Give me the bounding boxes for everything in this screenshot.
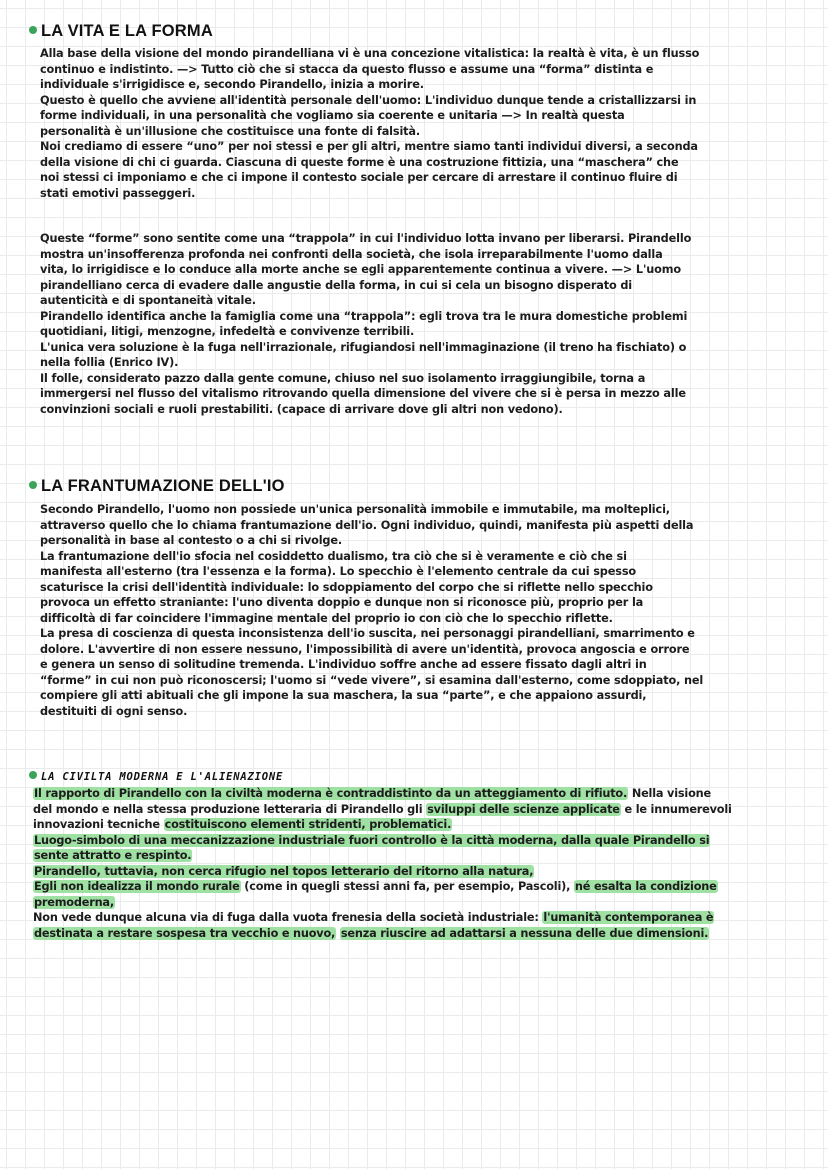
text-line — [33, 848, 793, 864]
text-line: Secondo Pirandello, l'uomo non possiede un'unica personalità immobile e immutabile, ma molteplici, — [40, 503, 670, 516]
text-segment: del mondo e nella stessa produzione letteraria di Pirandello gli — [33, 802, 427, 816]
text-line: Pirandello identifica anche la famiglia come una “trappola”: egli trova tra le mura domestiche problemi — [40, 309, 688, 323]
text-line: Questo è quello che avviene all'identità personale dell'uomo: L'individuo dunque tende a cristallizzarsi in — [40, 93, 697, 107]
text-line — [33, 786, 793, 802]
text-line: provoca un effetto straniante: l'uno diventa doppio e dunque non si riconosce più, proprio per la — [40, 596, 644, 609]
text-line: continuo e indistinto. —> Tutto ciò che si stacca da questo flusso e assume una “forma” distinta e — [40, 62, 654, 76]
text-line: Noi crediamo di essere “uno” per noi stessi e per gli altri, mentre siamo tanti individui diversi, a seconda — [40, 140, 698, 153]
highlighted-text: Luogo-simbolo di una meccanizzazione industriale fuori controllo è la città moderna, dalla quale Pirandello si — [34, 833, 710, 847]
highlighted-text: costituiscono elementi stridenti, problematici. — [164, 818, 452, 831]
heading-text: LA FRANTUMAZIONE DELL'IO — [41, 477, 285, 495]
text-line — [33, 910, 793, 926]
text-line: L'unica vera soluzione è la fuga nell'irrazionale, rifugiandosi nell'immaginazione (il treno ha fischiato) o — [40, 340, 687, 354]
text-line: quotidiani, litigi, menzogne, infedeltà e convivenze terribili. — [40, 325, 415, 338]
text-line: convinzioni sociali e ruoli prestabiliti. (capace di arrivare dove gli altri non vedono). — [40, 402, 563, 416]
highlighted-text: Egli non idealizza il mondo rurale — [34, 880, 240, 893]
heading-text: LA CIVILTA MODERNA E L'ALIENAZIONE — [41, 771, 284, 783]
text-segment: Non vede dunque alcuna via di fuga dalla vuota frenesia della società industriale: — [33, 911, 543, 924]
bullet-dot-icon — [29, 481, 37, 489]
paragraph-vita-forma-2 — [40, 231, 800, 417]
text-segment: e le innumerevoli — [620, 802, 732, 816]
highlighted-text: sviluppi delle scienze applicate — [427, 802, 620, 816]
text-line — [33, 879, 793, 895]
text-line: personalità in base al contesto o a chi si rivolge. — [40, 534, 343, 547]
text-line: pirandelliano cerca di evadere dalle angustie della forma, in cui si cela un bisogno disperato di — [40, 278, 633, 292]
text-line — [33, 802, 793, 818]
paragraph-civilta-moderna — [33, 786, 793, 941]
paragraph-frantumazione — [40, 502, 800, 719]
highlighted-text: destinata a restare sospesa tra vecchio e nuovo, — [34, 926, 336, 940]
text-line — [33, 895, 793, 911]
bullet-dot-icon — [29, 771, 37, 779]
text-line: individuale s'irrigidisce e, secondo Pirandello, inizia a morire. — [40, 78, 424, 91]
paragraph-vita-forma-1 — [40, 46, 800, 201]
text-line — [33, 926, 793, 942]
text-line: immergersi nel flusso del vitalismo ritrovando quella dimensione del vivere che si è persa in mezzo alle — [40, 387, 686, 400]
section-heading-vita-forma — [29, 22, 213, 41]
section-heading-civilta-moderna — [29, 771, 283, 783]
text-line: stati emotivi passeggeri. — [40, 186, 196, 200]
text-line: autenticità e di spontaneità vitale. — [40, 294, 256, 307]
text-line: Il folle, considerato pazzo dalla gente comune, chiuso nel suo isolamento irraggiungibile, torna a — [40, 371, 646, 385]
text-line: nella follia (Enrico IV). — [40, 356, 179, 369]
text-line — [33, 833, 793, 849]
text-line: manifesta all'esterno (tra l'essenza e la forma). Lo specchio è l'elemento centrale da cui spesso — [40, 565, 637, 578]
text-segment: (come in quegli stessi anni fa, per esempio, Pascoli), — [240, 880, 574, 893]
text-line: della visione di chi ci guarda. Ciascuna di queste forme è una costruzione fittizia, una “maschera” che — [40, 155, 679, 169]
text-line: personalità è un'illusione che costituisce una fonte di falsità. — [40, 124, 421, 138]
text-line: “forme” in cui non può riconoscersi; l'uomo si “vede vivere”, si esamina dall'esterno, come sdoppiato, nel — [40, 673, 704, 687]
text-line: La frantumazione dell'io sfocia nel cosiddetto dualismo, tra ciò che si è veramente e ciò che si — [40, 549, 627, 563]
highlighted-text: Pirandello, tuttavia, non cerca rifugio nel topos letterario del ritorno alla natura, — [34, 864, 534, 878]
text-line: destituiti di ogni senso. — [40, 704, 188, 718]
text-line: noi stessi ci imponiamo e che ci impone il contesto sociale per cercare di arrestare il continuo fluire di — [40, 171, 678, 184]
text-line: Queste “forme” sono sentite come una “trappola” in cui l'individuo lotta invano per liberarsi. Pirandello — [40, 232, 692, 245]
text-line: La presa di coscienza di questa inconsistenza dell'io suscita, nei personaggi pirandelliani, smarrimento e — [40, 627, 695, 640]
bullet-dot-icon — [29, 26, 37, 34]
highlighted-text: premoderna, — [34, 895, 114, 909]
highlighted-text: l'umanità contemporanea è — [543, 911, 714, 924]
text-line — [33, 817, 793, 833]
text-line: dolore. L'avvertire di non essere nessuno, l'impossibilità di avere un'identità, provoca angoscia e orrore — [40, 642, 690, 656]
highlighted-text: né esalta la condizione — [574, 880, 717, 893]
text-segment: innovazioni tecniche — [33, 818, 164, 831]
text-line: mostra un'insofferenza profonda nei confronti della società, che isola irreparabilmente l'uomo dalla — [40, 247, 663, 261]
highlighted-text: Il rapporto di Pirandello con la civiltà moderna è contraddistinto da un atteggiamento di rifiuto. — [34, 787, 628, 800]
heading-text: LA VITA E LA FORMA — [41, 22, 213, 40]
text-line: scaturisce la crisi dell'identità individuale: lo sdoppiamento del corpo che si riflette nello specchio — [40, 580, 653, 594]
text-line: compiere gli atti abituali che gli impone la sua maschera, la sua “parte”, e che appaiono assurdi, — [40, 689, 647, 702]
text-line: Alla base della visione del mondo pirandelliana vi è una concezione vitalistica: la realtà è vita, è un flusso — [40, 47, 700, 60]
text-line: attraverso quello che lo chiama frantumazione dell'io. Ogni individuo, quindi, manifesta più aspetti della — [40, 518, 694, 532]
text-line — [33, 864, 793, 880]
section-heading-frantumazione — [29, 477, 285, 496]
text-line: forme individuali, in una personalità che vogliamo sia coerente e unitaria —> In realtà questa — [40, 109, 625, 122]
text-line: vita, lo irrigidisce e lo conduce alla morte anche se egli apparentemente continua a vivere. —> L'uomo — [40, 263, 682, 276]
highlighted-text: sente attratto e respinto. — [34, 849, 192, 862]
text-line: e genera un senso di solitudine tremenda. L'individuo soffre anche ad essere fissato dagli altri in — [40, 658, 647, 671]
text-line: difficoltà di far coincidere l'immagine mentale del proprio io con ciò che lo specchio riflette. — [40, 611, 613, 625]
text-segment: Nella visione — [628, 787, 711, 800]
highlighted-text: senza riuscire ad adattarsi a nessuna delle due dimensioni. — [340, 926, 709, 940]
